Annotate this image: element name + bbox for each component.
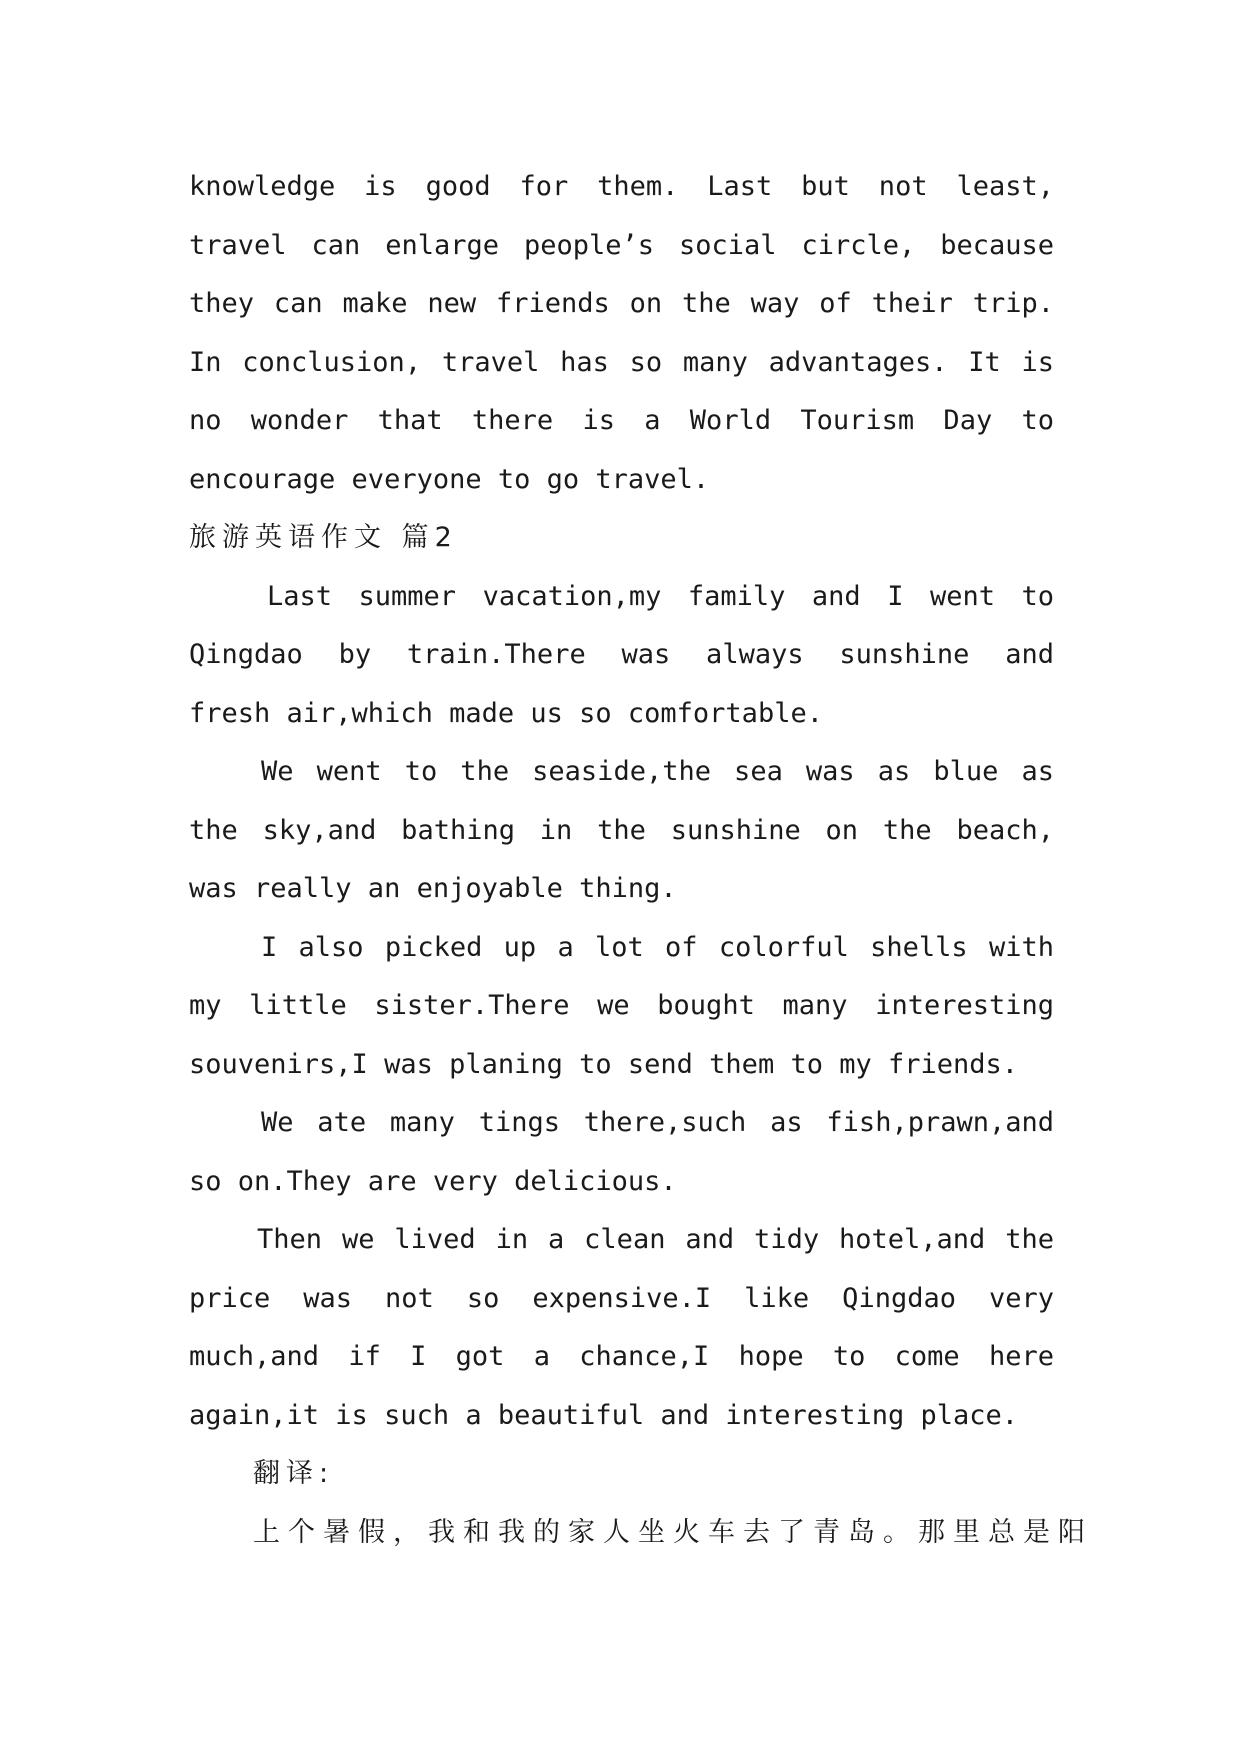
body-line: price was not so expensive.I like Qingdao very [189, 1282, 1054, 1314]
body-line: souvenirs,I was planing to send them to my friends. [189, 1048, 1019, 1080]
body-line: Qingdao by train.There was always sunshine and [189, 639, 1054, 670]
body-line: much,and if I got a chance,I hope to come here [189, 1341, 1054, 1372]
body-line: my little sister.There we bought many interesting [189, 990, 1054, 1021]
body-line: no wonder that there is a World Tourism Day to [189, 405, 1054, 436]
body-line: Last summer vacation,my family and I went to [267, 580, 1054, 612]
body-line: they can make new friends on the way of their trip. [189, 288, 1054, 319]
body-line: travel can enlarge people’s social circle, because [189, 229, 1054, 261]
body-line: fresh air,which made us so comfortable. [189, 697, 823, 729]
body-line: encourage everyone to go travel. [189, 463, 710, 495]
section-heading: 旅游英语作文 篇2 [189, 522, 458, 553]
body-line: knowledge is good for them. Last but not least, [189, 171, 1054, 202]
translation-label: 翻译: [253, 1458, 335, 1489]
body-line: Then we lived in a clean and tidy hotel,and the [257, 1224, 1054, 1255]
body-line: We ate many tings there,such as fish,prawn,and [261, 1107, 1054, 1138]
body-line: In conclusion, travel has so many advantages. It is [189, 346, 1054, 378]
essay-text [189, 158, 1093, 1562]
translation-line: 上个暑假，我和我的家人坐火车去了青岛。那里总是阳 [253, 1516, 1093, 1548]
body-line: the sky,and bathing in the sunshine on the beach, [189, 814, 1054, 846]
body-line: I also picked up a lot of colorful shells with [261, 931, 1054, 963]
body-line: was really an enjoyable thing. [189, 873, 677, 904]
body-line: We went to the seaside,the sea was as blue as [261, 756, 1054, 787]
body-line: again,it is such a beautiful and interesting place. [189, 1399, 1019, 1431]
body-line: so on.They are very delicious. [189, 1165, 677, 1197]
